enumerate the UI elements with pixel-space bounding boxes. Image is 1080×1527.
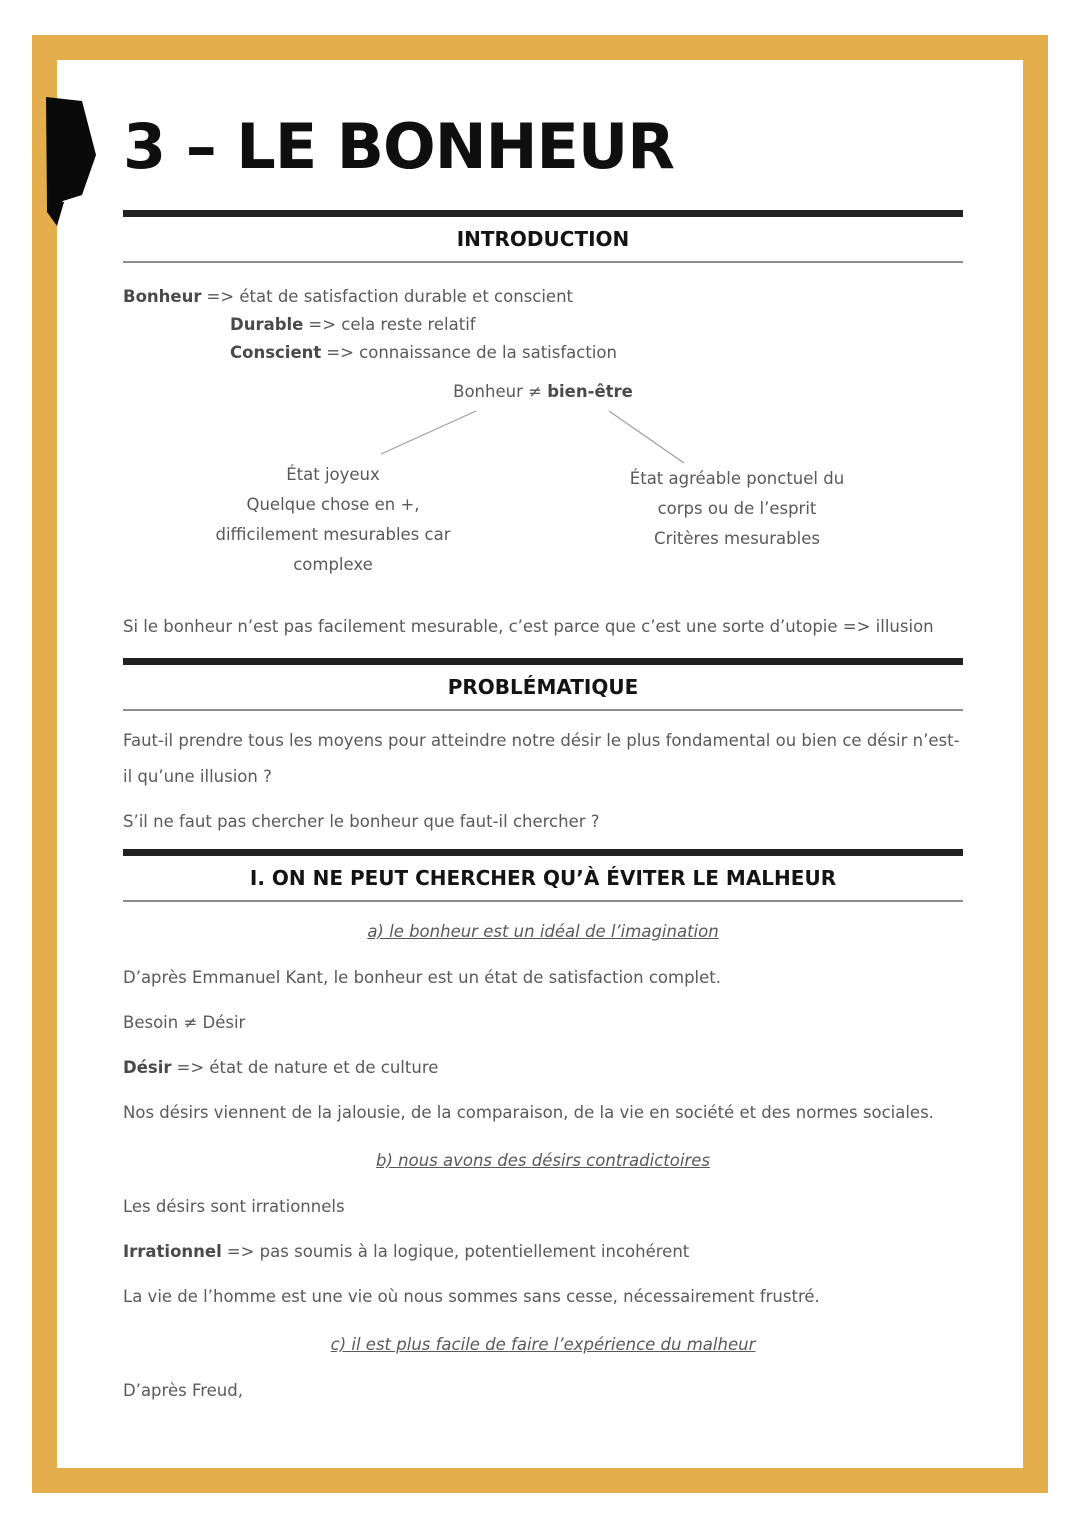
definition-text: => état de nature et de culture [176, 1058, 439, 1077]
paragraph-origine-desirs: Nos désirs viennent de la jalousie, de la comparaison, de la vie en société et des normes sociales. [123, 1103, 934, 1122]
thick-rule [123, 849, 963, 856]
diagram-right-line: Critères mesurables [654, 529, 820, 548]
paragraph-vie-frustree: La vie de l’homme est une vie où nous sommes sans cesse, nécessairement frustré. [123, 1287, 820, 1306]
problematique-question-1: Faut-il prendre tous les moyens pour atteindre notre désir le plus fondamental ou bien ce désir n’est-il qu’une illusion ? [123, 731, 960, 786]
diagram-right-line: corps ou de l’esprit [657, 499, 817, 518]
sub-heading-b [123, 1147, 963, 1175]
page-title: 3 – LE BONHEUR [123, 110, 674, 183]
intro-definitions [123, 283, 963, 367]
sub-heading-c-label: c) il est plus facile de faire l’expérience du malheur [330, 1335, 756, 1354]
paragraph-besoin-desir: Besoin ≠ Désir [123, 1013, 246, 1032]
definition-term: Désir [123, 1058, 172, 1077]
diagram-right-line: État agréable ponctuel du [629, 469, 845, 488]
sub-heading-b-label: b) nous avons des désirs contradictoires [376, 1151, 710, 1170]
section-header-part-1 [123, 849, 963, 902]
diagram-left-line: État joyeux [286, 465, 380, 484]
thick-rule [123, 658, 963, 665]
intro-conclusion: Si le bonheur n’est pas facilement mesurable, c’est parce que c’est une sorte d’utopie => illusion [123, 617, 934, 636]
diagram-root-bold: bien-être [547, 382, 633, 401]
thin-rule [123, 261, 963, 263]
definition-bonheur [123, 283, 963, 311]
paragraph-freud: D’après Freud, [123, 1381, 243, 1400]
thick-rule [123, 210, 963, 217]
section-title: PROBLÉMATIQUE [447, 675, 639, 699]
section-title: I. ON NE PEUT CHERCHER QU’À ÉVITER LE MALHEUR [249, 866, 837, 890]
definition-term: Durable [230, 315, 304, 334]
thin-rule [123, 709, 963, 711]
definition-term: Irrationnel [123, 1242, 222, 1261]
section-header-problematique [123, 658, 963, 711]
diagram-root-plain: Bonheur ≠ [453, 382, 548, 401]
definition-text: => cela reste relatif [308, 315, 476, 334]
sub-heading-c [123, 1331, 963, 1359]
problematique-question-2: S’il ne faut pas chercher le bonheur que faut-il chercher ? [123, 812, 600, 831]
diagram-left-branch [173, 460, 493, 580]
definition-text: => pas soumis à la logique, potentiellement incohérent [226, 1242, 690, 1261]
concept-diagram [123, 380, 963, 595]
diagram-left-line: difficilement mesurables car [215, 525, 451, 544]
section-title: INTRODUCTION [456, 227, 630, 251]
diagram-left-line: complexe [293, 555, 373, 574]
definition-text: => connaissance de la satisfaction [326, 343, 617, 362]
paragraph-desirs-irrationnels: Les désirs sont irrationnels [123, 1197, 345, 1216]
sub-heading-a-label: a) le bonheur est un idéal de l’imagination [367, 922, 719, 941]
diagram-left-line: Quelque chose en +, [246, 495, 420, 514]
definition-term: Conscient [230, 343, 322, 362]
page-content [57, 112, 1023, 1409]
section-header-introduction [123, 210, 963, 263]
definition-irrationnel [123, 1234, 963, 1270]
bookmark-ribbon-icon [42, 93, 100, 231]
definition-conscient [123, 339, 963, 367]
definition-desir [123, 1050, 963, 1086]
paragraph-kant: D’après Emmanuel Kant, le bonheur est un état de satisfaction complet. [123, 968, 721, 987]
definition-term: Bonheur [123, 287, 202, 306]
thin-rule [123, 900, 963, 902]
page-border-frame [32, 35, 1048, 1493]
sub-heading-a [123, 918, 963, 946]
definition-durable [123, 311, 963, 339]
diagram-right-branch [577, 464, 897, 554]
definition-text: => état de satisfaction durable et conscient [206, 287, 573, 306]
